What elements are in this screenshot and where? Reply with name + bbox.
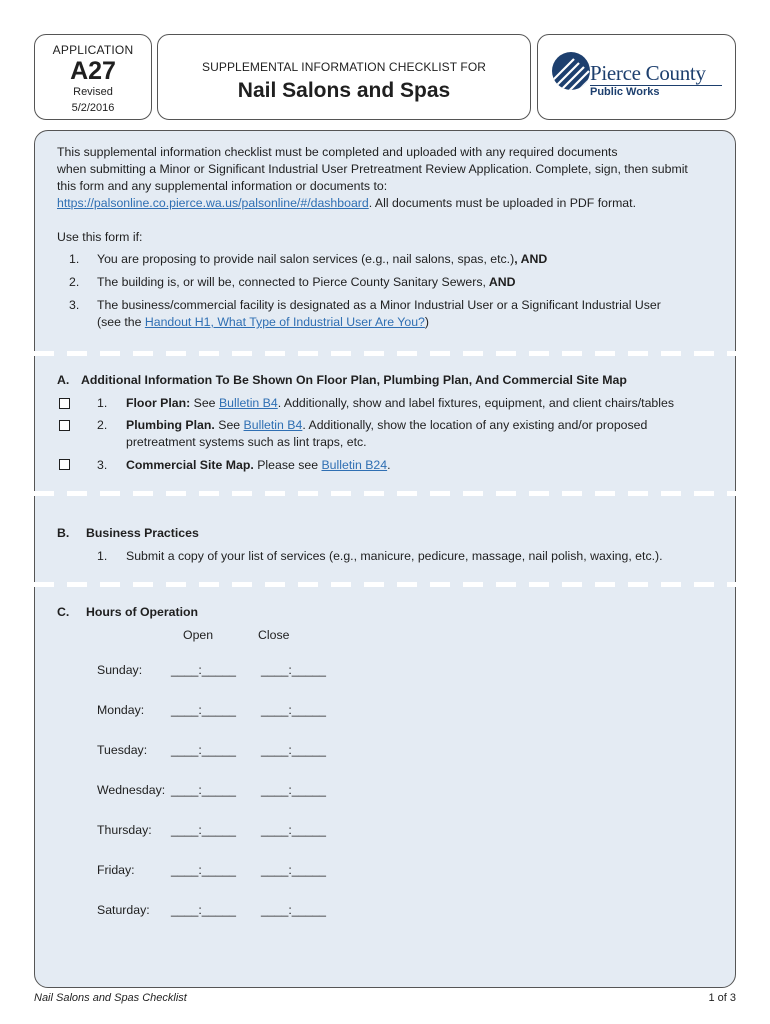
hours-row-wednesday bbox=[97, 782, 357, 799]
open-time-field[interactable]: ____:_____ bbox=[171, 823, 236, 837]
section-a-title: Additional Information To Be Shown On Floor Plan, Plumbing Plan, And Commercial Site Map bbox=[81, 373, 627, 387]
use-form-item-2-and: AND bbox=[485, 275, 516, 289]
use-form-item-1-text: You are proposing to provide nail salon services (e.g., nail salons, spas, etc.) bbox=[97, 252, 515, 266]
intro-line-2: when submitting a Minor or Significant Industrial User Pretreatment Review Application. Complete, sign, then submit bbox=[57, 162, 688, 176]
intro-link-after: . All documents must be uploaded in PDF format. bbox=[368, 196, 636, 210]
use-form-item-3-post: ) bbox=[424, 315, 430, 329]
close-time-field[interactable]: ____:_____ bbox=[261, 903, 326, 917]
hours-row-saturday bbox=[97, 902, 357, 919]
plumbing-plan-label: Plumbing Plan. bbox=[126, 418, 215, 432]
bulletin-b4-link[interactable]: Bulletin B4 bbox=[218, 396, 278, 410]
section-a-item-2-pre: See bbox=[214, 418, 244, 432]
section-b-title: Business Practices bbox=[86, 526, 199, 540]
section-a-item-1-post: . Additionally, show and label fixtures, equipment, and client chairs/tables bbox=[277, 396, 674, 410]
supplemental-title: SUPPLEMENTAL INFORMATION CHECKLIST FOR bbox=[201, 60, 487, 74]
close-time-field[interactable]: ____:_____ bbox=[261, 703, 326, 717]
section-divider bbox=[34, 582, 736, 587]
day-label: Monday: bbox=[97, 703, 145, 717]
hours-row-monday bbox=[97, 702, 357, 719]
revised-date: 5/2/2016 bbox=[71, 102, 115, 114]
open-time-field[interactable]: ____:_____ bbox=[171, 663, 236, 677]
open-time-field[interactable]: ____:_____ bbox=[171, 863, 236, 877]
application-box bbox=[34, 34, 152, 120]
section-a-item-1-pre: See bbox=[190, 396, 219, 410]
logo-sub: Public Works bbox=[590, 86, 660, 98]
use-form-num-2: 2. bbox=[69, 275, 80, 289]
close-time-field[interactable]: ____:_____ bbox=[261, 743, 326, 757]
close-time-field[interactable]: ____:_____ bbox=[261, 663, 326, 677]
hours-row-thursday bbox=[97, 822, 357, 839]
use-form-num-3: 3. bbox=[69, 298, 80, 312]
section-a-num-2: 2. bbox=[97, 418, 108, 432]
use-form-heading: Use this form if: bbox=[57, 230, 143, 244]
site-map-label: Commercial Site Map. bbox=[126, 458, 254, 472]
section-c-letter: C. bbox=[57, 605, 70, 619]
page-number: 1 of 3 bbox=[708, 992, 736, 1004]
section-a-item-3 bbox=[126, 457, 391, 474]
section-a-item-3-pre: Please see bbox=[253, 458, 322, 472]
footer-title: Nail Salons and Spas Checklist bbox=[34, 992, 187, 1004]
intro-line-1: This supplemental information checklist must be completed and uploaded with any required documents bbox=[57, 145, 618, 159]
revised-label: Revised bbox=[73, 86, 113, 98]
open-time-field[interactable]: ____:_____ bbox=[171, 703, 236, 717]
section-a-num-3: 3. bbox=[97, 458, 108, 472]
hours-row-tuesday bbox=[97, 742, 357, 759]
use-form-item-1 bbox=[97, 251, 547, 268]
intro-line-3: this form and any supplemental information or documents to: bbox=[57, 179, 388, 193]
section-b-item-1: Submit a copy of your list of services (e.g., manicure, pedicure, massage, nail polish, waxing, etc.). bbox=[126, 549, 663, 563]
plumbing-plan-checkbox[interactable] bbox=[59, 420, 70, 431]
section-b-num-1: 1. bbox=[97, 549, 108, 563]
close-column-label: Close bbox=[258, 628, 290, 642]
floor-plan-label: Floor Plan: bbox=[126, 396, 191, 410]
section-a-item-2-post: . Additionally, show the location of any existing and/or proposed bbox=[302, 418, 648, 432]
hours-row-sunday bbox=[97, 662, 357, 679]
open-time-field[interactable]: ____:_____ bbox=[171, 743, 236, 757]
title-box bbox=[157, 34, 531, 120]
floor-plan-checkbox[interactable] bbox=[59, 398, 70, 409]
handout-h1-link[interactable]: Handout H1, What Type of Industrial User Are You? bbox=[144, 315, 425, 329]
use-form-item-3-pre: (see the bbox=[97, 315, 145, 329]
bulletin-b4-link-2[interactable]: Bulletin B4 bbox=[243, 418, 303, 432]
day-label: Wednesday: bbox=[97, 783, 166, 797]
day-label: Thursday: bbox=[97, 823, 152, 837]
section-a-item-2-line2: pretreatment systems such as lint traps, etc. bbox=[126, 435, 367, 449]
use-form-item-3: The business/commercial facility is designated as a Minor Industrial User or a Significant Industrial User bbox=[97, 298, 661, 312]
section-a-item-3-post: . bbox=[387, 458, 391, 472]
use-form-item-1-and: , AND bbox=[514, 252, 548, 266]
intro-line-4 bbox=[57, 195, 636, 212]
section-divider bbox=[34, 491, 736, 496]
day-label: Friday: bbox=[97, 863, 135, 877]
page-title: Nail Salons and Spas bbox=[237, 79, 451, 102]
close-time-field[interactable]: ____:_____ bbox=[261, 783, 326, 797]
section-a-num-1: 1. bbox=[97, 396, 108, 410]
day-label: Tuesday: bbox=[97, 743, 148, 757]
pals-online-link[interactable]: https://palsonline.co.pierce.wa.us/palsonline/#/dashboard bbox=[57, 196, 369, 210]
logo-box bbox=[537, 34, 736, 120]
bulletin-b24-link[interactable]: Bulletin B24 bbox=[321, 458, 388, 472]
use-form-item-2-text: The building is, or will be, connected to Pierce County Sanitary Sewers, bbox=[97, 275, 486, 289]
open-time-field[interactable]: ____:_____ bbox=[171, 903, 236, 917]
site-map-checkbox[interactable] bbox=[59, 459, 70, 470]
section-a-item-1 bbox=[126, 395, 674, 412]
section-a-letter: A. bbox=[57, 373, 70, 387]
application-number: A27 bbox=[70, 57, 116, 85]
section-b-letter: B. bbox=[57, 526, 70, 540]
application-label: APPLICATION bbox=[52, 43, 134, 57]
use-form-item-3-line2 bbox=[97, 314, 429, 331]
open-time-field[interactable]: ____:_____ bbox=[171, 783, 236, 797]
section-divider bbox=[34, 351, 736, 356]
day-label: Saturday: bbox=[97, 903, 150, 917]
close-time-field[interactable]: ____:_____ bbox=[261, 863, 326, 877]
section-c-title: Hours of Operation bbox=[86, 605, 199, 619]
hours-row-friday bbox=[97, 862, 357, 879]
open-column-label: Open bbox=[183, 628, 214, 642]
checklist-panel bbox=[34, 130, 736, 988]
use-form-item-2 bbox=[97, 274, 516, 291]
day-label: Sunday: bbox=[97, 663, 143, 677]
close-time-field[interactable]: ____:_____ bbox=[261, 823, 326, 837]
logo-name: Pierce County bbox=[590, 61, 706, 85]
use-form-num-1: 1. bbox=[69, 252, 80, 266]
section-a-item-2 bbox=[126, 417, 647, 434]
